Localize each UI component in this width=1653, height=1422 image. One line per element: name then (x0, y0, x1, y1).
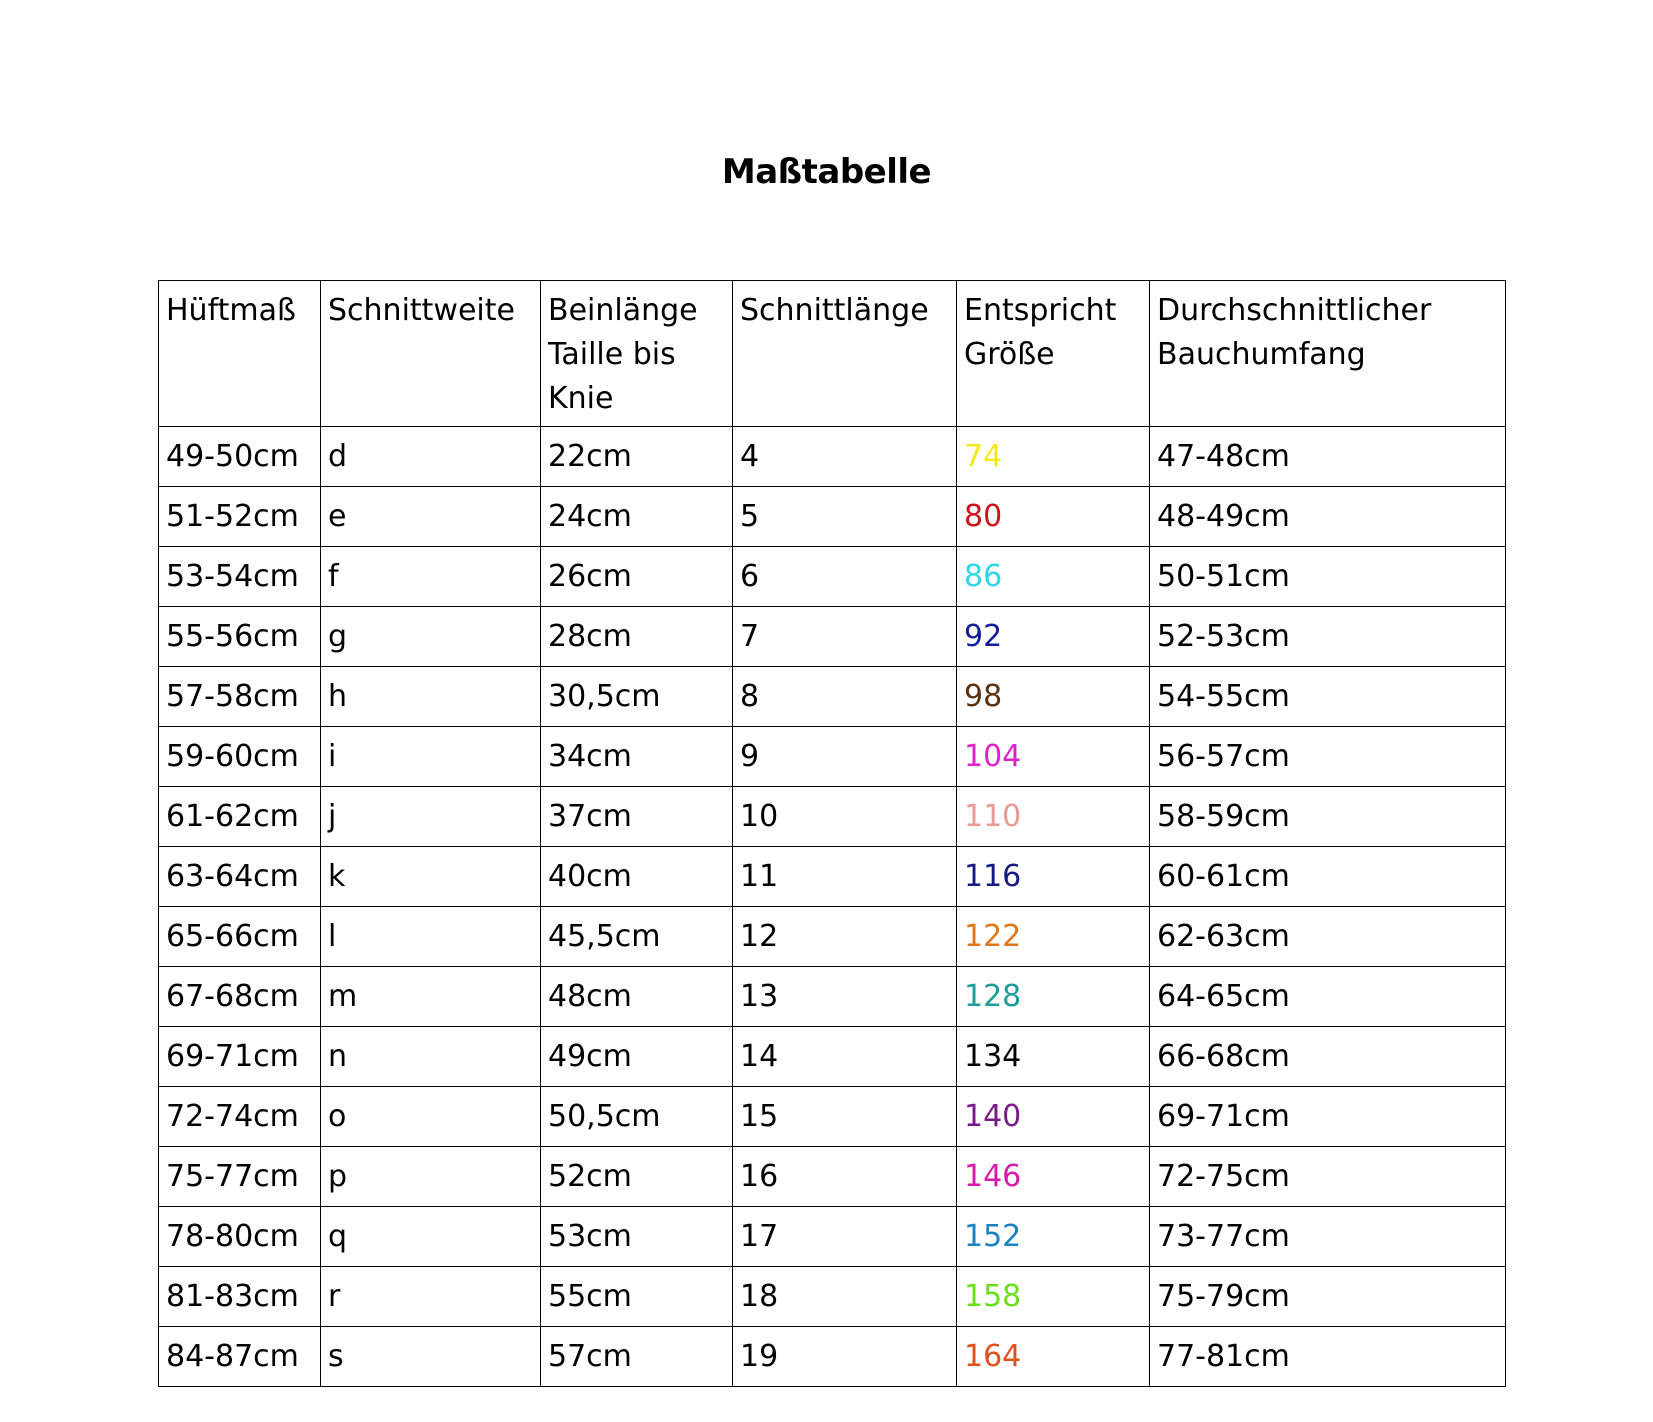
cell-size: 80 (957, 487, 1150, 547)
cell-belly: 77-81cm (1150, 1327, 1506, 1387)
cell-cut-length: 17 (733, 1207, 957, 1267)
cell-size: 164 (957, 1327, 1150, 1387)
cell-belly: 72-75cm (1150, 1147, 1506, 1207)
cell-leg-length: 55cm (541, 1267, 733, 1327)
cell-cut-width: g (321, 607, 541, 667)
cell-cut-width: d (321, 427, 541, 487)
cell-leg-length: 48cm (541, 967, 733, 1027)
table-row (159, 1267, 1506, 1327)
cell-hip: 53-54cm (159, 547, 321, 607)
cell-size: 116 (957, 847, 1150, 907)
cell-leg-length: 28cm (541, 607, 733, 667)
cell-hip: 51-52cm (159, 487, 321, 547)
cell-belly: 52-53cm (1150, 607, 1506, 667)
cell-cut-length: 14 (733, 1027, 957, 1087)
cell-belly: 54-55cm (1150, 667, 1506, 727)
cell-leg-length: 34cm (541, 727, 733, 787)
cell-hip: 59-60cm (159, 727, 321, 787)
cell-size: 74 (957, 427, 1150, 487)
table-row (159, 787, 1506, 847)
cell-belly: 62-63cm (1150, 907, 1506, 967)
cell-size: 128 (957, 967, 1150, 1027)
cell-cut-width: j (321, 787, 541, 847)
cell-hip: 67-68cm (159, 967, 321, 1027)
header-hip: Hüftmaß (159, 281, 321, 427)
cell-hip: 72-74cm (159, 1087, 321, 1147)
cell-cut-length: 13 (733, 967, 957, 1027)
table-row (159, 1327, 1506, 1387)
cell-belly: 48-49cm (1150, 487, 1506, 547)
cell-size: 110 (957, 787, 1150, 847)
cell-hip: 78-80cm (159, 1207, 321, 1267)
cell-leg-length: 45,5cm (541, 907, 733, 967)
cell-cut-width: e (321, 487, 541, 547)
cell-cut-length: 5 (733, 487, 957, 547)
cell-belly: 50-51cm (1150, 547, 1506, 607)
cell-leg-length: 53cm (541, 1207, 733, 1267)
cell-hip: 69-71cm (159, 1027, 321, 1087)
table-body (159, 427, 1506, 1387)
cell-leg-length: 52cm (541, 1147, 733, 1207)
header-cut-width: Schnittweite (321, 281, 541, 427)
cell-cut-width: q (321, 1207, 541, 1267)
cell-size: 158 (957, 1267, 1150, 1327)
cell-leg-length: 40cm (541, 847, 733, 907)
cell-size: 122 (957, 907, 1150, 967)
cell-size: 146 (957, 1147, 1150, 1207)
header-row (159, 281, 1506, 427)
cell-cut-width: k (321, 847, 541, 907)
table-row (159, 907, 1506, 967)
cell-cut-length: 7 (733, 607, 957, 667)
cell-belly: 58-59cm (1150, 787, 1506, 847)
table-header (159, 281, 1506, 427)
table-row (159, 967, 1506, 1027)
cell-leg-length: 30,5cm (541, 667, 733, 727)
cell-size: 92 (957, 607, 1150, 667)
table-row (159, 1147, 1506, 1207)
table-row (159, 727, 1506, 787)
cell-belly: 47-48cm (1150, 427, 1506, 487)
header-belly: Durchschnittlicher Bauchumfang (1150, 281, 1506, 427)
table-row (159, 847, 1506, 907)
cell-cut-width: o (321, 1087, 541, 1147)
cell-belly: 66-68cm (1150, 1027, 1506, 1087)
cell-cut-length: 9 (733, 727, 957, 787)
table-row (159, 1027, 1506, 1087)
cell-hip: 75-77cm (159, 1147, 321, 1207)
table-row (159, 667, 1506, 727)
cell-leg-length: 37cm (541, 787, 733, 847)
header-leg-length: Beinlänge Taille bis Knie (541, 281, 733, 427)
table-row (159, 1087, 1506, 1147)
cell-cut-length: 15 (733, 1087, 957, 1147)
size-chart-table (158, 280, 1506, 1387)
cell-cut-length: 19 (733, 1327, 957, 1387)
page-title: Maßtabelle (721, 152, 932, 192)
cell-cut-length: 12 (733, 907, 957, 967)
cell-cut-width: r (321, 1267, 541, 1327)
cell-cut-length: 16 (733, 1147, 957, 1207)
cell-leg-length: 50,5cm (541, 1087, 733, 1147)
table-row (159, 547, 1506, 607)
cell-belly: 73-77cm (1150, 1207, 1506, 1267)
table-row (159, 487, 1506, 547)
cell-hip: 84-87cm (159, 1327, 321, 1387)
header-cut-length: Schnittlänge (733, 281, 957, 427)
cell-leg-length: 49cm (541, 1027, 733, 1087)
cell-leg-length: 26cm (541, 547, 733, 607)
cell-cut-width: p (321, 1147, 541, 1207)
cell-size: 104 (957, 727, 1150, 787)
table-row (159, 607, 1506, 667)
cell-size: 152 (957, 1207, 1150, 1267)
cell-hip: 65-66cm (159, 907, 321, 967)
cell-hip: 57-58cm (159, 667, 321, 727)
cell-cut-width: s (321, 1327, 541, 1387)
cell-size: 86 (957, 547, 1150, 607)
cell-hip: 63-64cm (159, 847, 321, 907)
cell-size: 140 (957, 1087, 1150, 1147)
cell-cut-length: 11 (733, 847, 957, 907)
cell-hip: 55-56cm (159, 607, 321, 667)
cell-cut-width: h (321, 667, 541, 727)
cell-cut-length: 10 (733, 787, 957, 847)
cell-cut-length: 18 (733, 1267, 957, 1327)
cell-leg-length: 57cm (541, 1327, 733, 1387)
cell-hip: 61-62cm (159, 787, 321, 847)
header-size: Entspricht Größe (957, 281, 1150, 427)
cell-cut-length: 4 (733, 427, 957, 487)
cell-cut-width: f (321, 547, 541, 607)
cell-cut-width: n (321, 1027, 541, 1087)
cell-leg-length: 24cm (541, 487, 733, 547)
cell-cut-length: 6 (733, 547, 957, 607)
cell-belly: 64-65cm (1150, 967, 1506, 1027)
cell-cut-width: i (321, 727, 541, 787)
cell-cut-length: 8 (733, 667, 957, 727)
cell-belly: 69-71cm (1150, 1087, 1506, 1147)
cell-belly: 75-79cm (1150, 1267, 1506, 1327)
table-row (159, 1207, 1506, 1267)
cell-size: 98 (957, 667, 1150, 727)
cell-cut-width: m (321, 967, 541, 1027)
table-row (159, 427, 1506, 487)
cell-hip: 49-50cm (159, 427, 321, 487)
cell-cut-width: l (321, 907, 541, 967)
cell-belly: 56-57cm (1150, 727, 1506, 787)
cell-hip: 81-83cm (159, 1267, 321, 1327)
cell-size: 134 (957, 1027, 1150, 1087)
cell-leg-length: 22cm (541, 427, 733, 487)
cell-belly: 60-61cm (1150, 847, 1506, 907)
